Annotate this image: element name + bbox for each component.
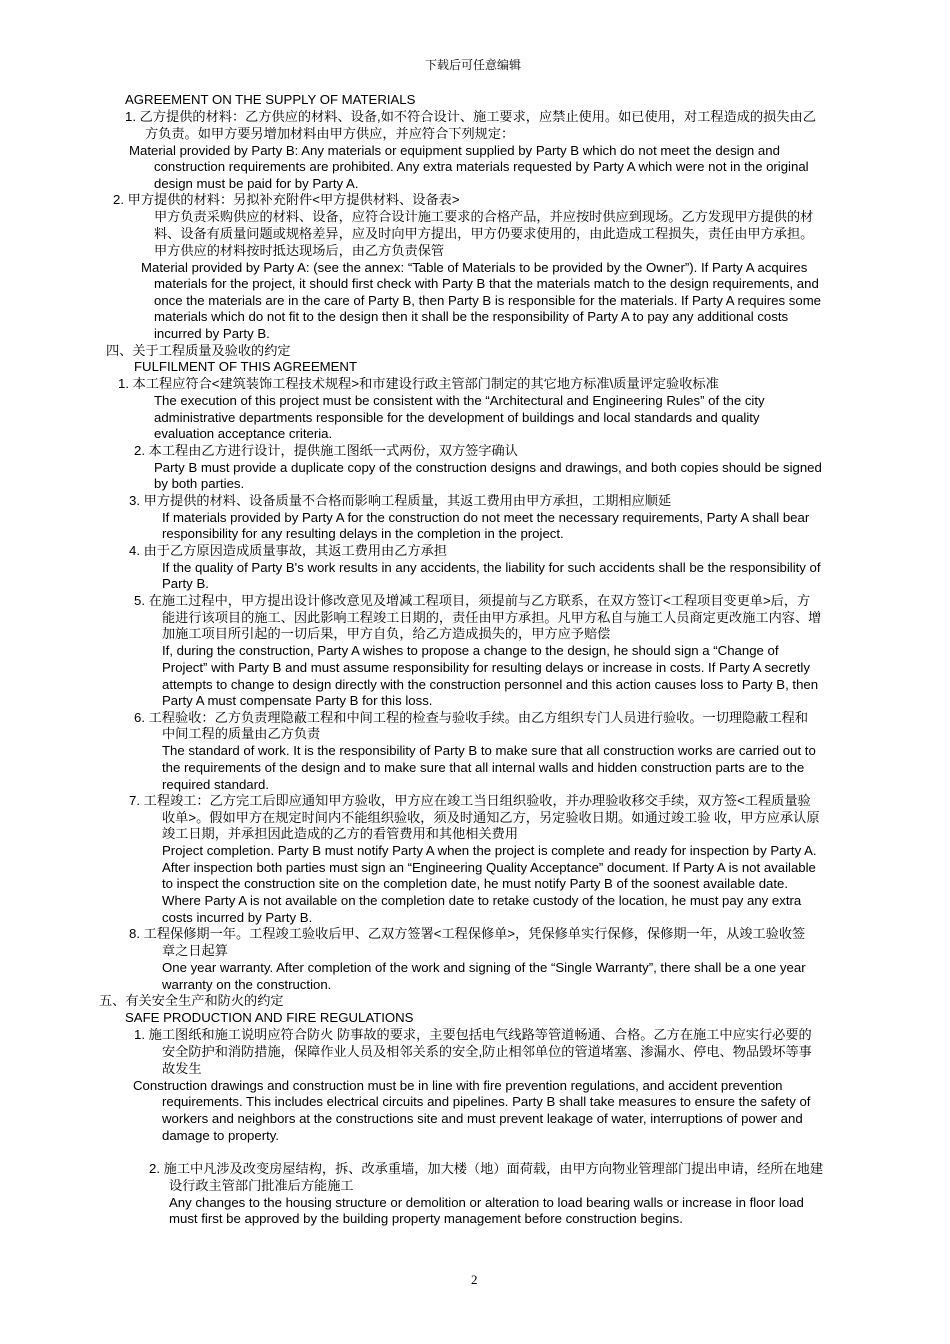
clause-text: If, during the construction, Party A wishes to propose a change to the design, he should sign a “Change of (162, 643, 779, 658)
clause-text: responsibility for any resulting delays in the completion in the project. (162, 526, 564, 541)
clause-text: by both parties. (154, 476, 245, 491)
clause-text: Where Party A is not available on the completion date to retake custody of the location, he must pay any extra (162, 893, 802, 908)
section-heading-quality: 四、关于工程质量及验收的约定 (106, 343, 291, 358)
clause-text: Project” with Party B and must assume responsibility for resulting delays or increase in costs. If Party A secretly (162, 660, 810, 675)
clause-text: 能进行该项目的施工、因此影响工程竣工日期的，责任由甲方承担。凡甲方私自与施工人员商定更改施工内容、增 (162, 610, 822, 625)
clause-text: 竣工日期，并承担因此造成的乙方的看管费用和其他相关费用 (162, 826, 519, 841)
clause-text: attempts to change to design directly with the construction personnel and this action causes loss to Party B, then (162, 677, 819, 692)
clause-text: costs incurred by Party B. (162, 910, 313, 925)
clause-text: The standard of work. It is the responsibility of Party B to make sure that all construction works are carried out to (162, 743, 816, 758)
clause-text: 5. 在施工过程中，甲方提出设计修改意见及增减工程项目，须提前与乙方联系，在双方签订<工程项目变更单>后，方 (134, 593, 811, 608)
clause-text: once the materials are in the care of Party B, then Party B is responsible for the materials. If Party A requires some (154, 293, 822, 308)
clause-text: warranty on the construction. (162, 977, 332, 992)
clause-text: materials for the project, it should first check with Party B that the materials match to the design requirements, and (154, 276, 819, 291)
clause-text: to inspect the construction site on the completion date, he must notify Party B of the soonest available date. (162, 876, 789, 891)
clause-text: Construction drawings and construction must be in line with fire prevention regulations, and accident prevention (133, 1078, 783, 1093)
clause-text: 7. 工程竣工：乙方完工后即应通知甲方验收，甲方应在竣工当日组织验收，并办理验收移交手续，双方签<工程质量验 (129, 793, 811, 808)
clause-text: 加施工项目所引起的一切后果，甲方自负，给乙方造成损失的，甲方应予赔偿 (162, 626, 611, 641)
clause-text: 6. 工程验收：乙方负责理隐蔽工程和中间工程的检查与验收手续。由乙方组织专门人员进行验收。一切理隐蔽工程和 (134, 710, 809, 725)
clause-text: 8. 工程保修期一年。工程竣工验收后甲、乙双方签署<工程保修单>，凭保修单实行保修，保修期一年，从竣工验收签 (129, 926, 806, 941)
clause-text: 章之日起算 (162, 943, 228, 958)
clause-text: evaluation acceptance criteria. (154, 426, 333, 441)
clause-text: 故发生 (162, 1061, 202, 1076)
clause-text: workers and neighbors at the constructions site and must prevent leakage of water, interruptions of power and (162, 1111, 803, 1126)
clause-text: materials which do not fit to the design then it shall be the responsibility of Party A to pay any additional costs (154, 309, 789, 324)
clause-text: The execution of this project must be consistent with the “Architectural and Engineering Rules” of the city (154, 393, 765, 408)
clause-text: If materials provided by Party A for the construction do not meet the necessary requirements, Party A shall bear (162, 510, 810, 525)
clause-text: 安全防护和消防措施，保障作业人员及相邻关系的安全,防止相邻单位的管道堵塞、渗漏水、停电、物品毁坏等事 (162, 1044, 812, 1059)
clause-text: One year warranty. After completion of the work and signing of the “Single Warranty”, there shall be a one year (162, 960, 806, 975)
clause-text: Party B. (162, 576, 209, 591)
clause-text: 1. 施工图纸和施工说明应符合防火 防事故的要求，主要包括电气线路等管道畅通、合格。乙方在施工中应实行必要的 (134, 1027, 812, 1042)
clause-text: After inspection both parties must sign an “Engineering Quality Acceptance” document. If Party A is not available (162, 860, 816, 875)
section-heading-fulfilment: FULFILMENT OF THIS AGREEMENT (134, 359, 357, 374)
clause-text: damage to property. (162, 1128, 280, 1143)
clause-text: 设行政主管部门批准后方能施工 (169, 1178, 354, 1193)
page-header: 下载后可任意编辑 (425, 58, 522, 72)
clause-text: construction requirements are prohibited. Any extra materials requested by Party A which were not in the original (154, 159, 809, 174)
clause-text: administrative departments responsible for the development of buildings and local standards and quality (154, 410, 760, 425)
clause-text: 2. 施工中凡涉及改变房屋结构，拆、改承重墙，加大楼（地）面荷载，由甲方向物业管理部门提出申请，经所在地建 (149, 1161, 824, 1176)
section-heading-materials: AGREEMENT ON THE SUPPLY OF MATERIALS (125, 92, 416, 107)
section-heading-safe-production: SAFE PRODUCTION AND FIRE REGULATIONS (125, 1010, 414, 1025)
clause-text: 甲方供应的材料按时抵达现场后，由乙方负责保管 (154, 243, 445, 258)
clause-text: Project completion. Party B must notify Party A when the project is complete and ready for inspection by Party A. (162, 843, 817, 858)
clause-text: Party A must compensate Party B for this loss. (162, 693, 433, 708)
section-heading-safety: 五、有关安全生产和防火的约定 (99, 993, 284, 1008)
clause-text: 料、设备有质量问题或规格差异，应及时向甲方提出，甲方仍要求使用的，由此造成工程损失，责任由甲方承担。 (154, 226, 814, 241)
clause-text: incurred by Party B. (154, 326, 270, 341)
clause-text: 2. 甲方提供的材料：另拟补充附件<甲方提供材料、设备表> (113, 192, 460, 207)
clause-text: the requirements of the design and to make sure that all internal walls and hidden construction parts are to the (162, 760, 805, 775)
clause-text: design must be paid for by Party A. (154, 176, 359, 191)
clause-text: 甲方负责采购供应的材料、设备，应符合设计施工要求的合格产品，并应按时供应到现场。乙方发现甲方提供的材 (154, 209, 814, 224)
clause-text: 1. 乙方提供的材料：乙方供应的材料、设备,如不符合设计、施工要求，应禁止使用。如已使用，对工程造成的损失由乙 (125, 109, 816, 124)
clause-text: 3. 甲方提供的材料、设备质量不合格而影响工程质量，其返工费用由甲方承担，工期相应顺延 (129, 493, 672, 508)
clause-text: requirements. This includes electrical circuits and pipelines. Party B shall take measures to ensure the safety of (162, 1094, 811, 1109)
clause-text: 2. 本工程由乙方进行设计，提供施工图纸一式两份，双方签字确认 (134, 443, 518, 458)
clause-text: 中间工程的质量由乙方负责 (162, 726, 321, 741)
clause-text: Party B must provide a duplicate copy of the construction designs and drawings, and both copies should be signed (154, 460, 822, 475)
clause-text: must first be approved by the building property management before construction begins. (169, 1211, 683, 1226)
clause-text: 1. 本工程应符合<建筑装饰工程技术规程>和市建设行政主管部门制定的其它地方标准\质量评定验收标准 (118, 376, 719, 391)
clause-text: If the quality of Party B's work results in any accidents, the liability for such accidents shall be the responsibility of (162, 560, 821, 575)
clause-text: required standard. (162, 777, 270, 792)
clause-text: 4. 由于乙方原因造成质量事故，其返工费用由乙方承担 (129, 543, 447, 558)
clause-text: Any changes to the housing structure or demolition or alteration to load bearing walls or increase in floor load (169, 1195, 804, 1210)
clause-text: 方负责。如甲方要另增加材料由甲方供应，并应符合下列规定： (145, 126, 515, 141)
clause-text: Material provided by Party B: Any materials or equipment supplied by Party B which do not meet the design and (129, 143, 780, 158)
clause-text: Material provided by Party A: (see the annex: “Table of Materials to be provided by the Owner”). If Party A acquires (141, 260, 808, 275)
clause-text: 收单>。假如甲方在规定时间内不能组织验收，须及时通知乙方，另定验收日期。如通过竣工验 收，甲方应承认原 (162, 810, 820, 825)
page-number: 2 (471, 1272, 478, 1287)
